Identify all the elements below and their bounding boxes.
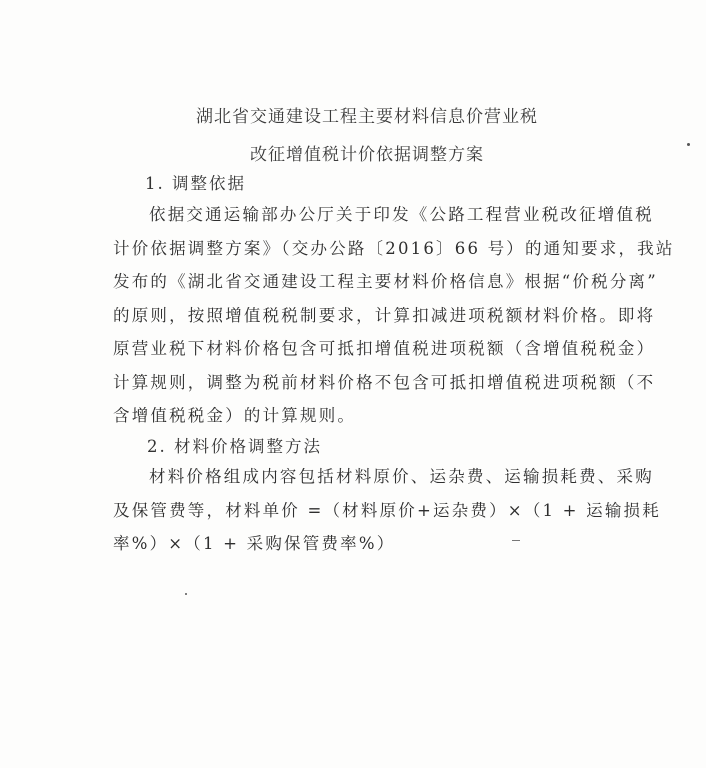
paragraph-line: 发布的《湖北省交通建设工程主要材料价格信息》根据“价税分离” [113, 272, 658, 291]
paragraph-line: 计算规则，调整为税前材料价格不包含可抵扣增值税进项税额（不 [113, 372, 656, 392]
paragraph-line: 依据交通运输部办公厅关于印发《公路工程营业税改征增值税 [149, 205, 654, 224]
document-title-line-2: 改征增值税计价依据调整方案 [250, 145, 484, 165]
section-2-paragraph [113, 460, 661, 561]
scan-speck [687, 143, 690, 146]
paragraph-line: 率%）×（1 + 采购保管费率%） [113, 534, 396, 553]
paragraph-line: 计价依据调整方案》（交办公路〔2016〕66 号）的通知要求，我站 [113, 238, 675, 258]
section-2-heading: 2. 材料价格调整方法 [147, 437, 322, 456]
paragraph-line: 及保管费等，材料单价 =（材料原价+运杂费）×（1 + 运输损耗 [113, 500, 661, 520]
paragraph-line: 原营业税下材料价格包含可抵扣增值税进项税额（含增值税税金） [113, 339, 656, 358]
section-1-heading: 1. 调整依据 [145, 174, 246, 193]
scan-speck [185, 593, 187, 595]
document-title-line-1: 湖北省交通建设工程主要材料信息价营业税 [196, 107, 538, 127]
paragraph-line: 含增值税税金）的计算规则。 [113, 406, 357, 425]
paragraph-line: 材料价格组成内容包括材料原价、运杂费、运输损耗费、采购 [149, 467, 654, 486]
paragraph-line: 的原则，按照增值税税制要求，计算扣减进项税额材料价格。即将 [113, 305, 656, 325]
scan-mark [512, 540, 520, 541]
section-1-paragraph [113, 198, 675, 433]
